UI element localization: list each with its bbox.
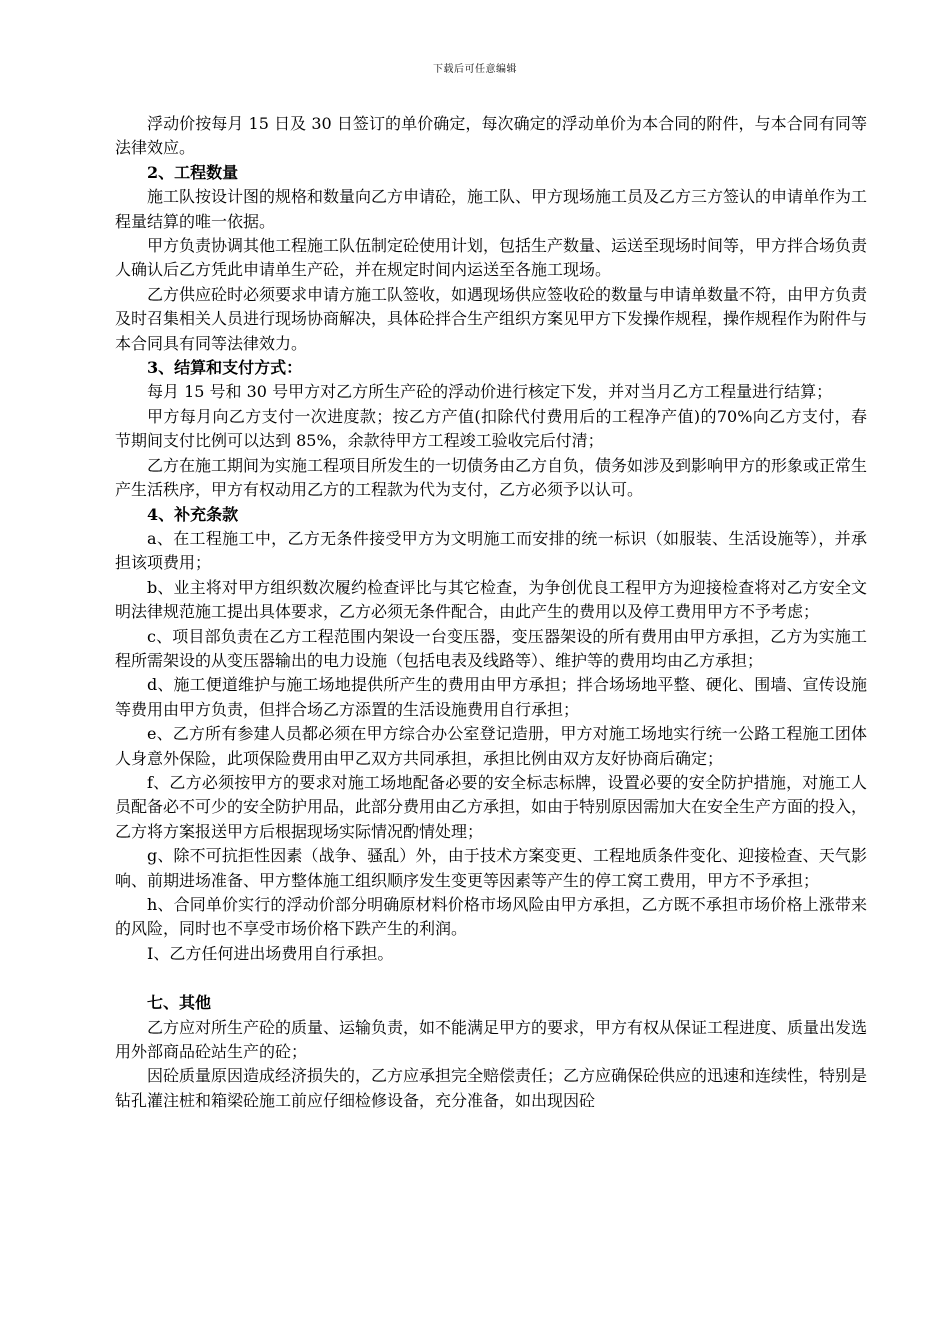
paragraph: d、施工便道维护与施工场地提供所产生的费用由甲方承担；拌合场场地平整、硬化、围墙、宣传设施等费用由甲方负责，但拌合场乙方添置的生活设施费用自行承担；	[115, 675, 867, 719]
paragraph: e、乙方所有参建人员都必须在甲方综合办公室登记造册，甲方对施工场地实行统一公路工程施工团体人身意外保险，此项保险费用由甲乙双方共同承担，承担比例由双方友好协商后确定；	[115, 724, 867, 768]
paragraph: 甲方每月向乙方支付一次进度款；按乙方产值(扣除代付费用后的工程净产值)的70%向乙方支付，春节期间支付比例可以达到 85%，余款待甲方工程竣工验收完后付清；	[115, 406, 867, 451]
paragraph: f、乙方必须按甲方的要求对施工场地配备必要的安全标志标牌，设置必要的安全防护措施，对施工人员配备必不可少的安全防护用品，此部分费用由乙方承担，如由于特别原因需加大在安全生产方面的投入，乙方将方案报送甲方后根据现场实际情况酌情处理；	[115, 772, 868, 841]
section-heading: 2、工程数量	[147, 162, 239, 182]
paragraph: h、合同单价实行的浮动价部分明确原材料价格市场风险由甲方承担，乙方既不承担市场价格上涨带来的风险，同时也不享受市场价格下跌产生的利润。	[115, 895, 867, 939]
paragraph: a、在工程施工中，乙方无条件接受甲方为文明施工而安排的统一标识（如服装、生活设施等），并承担该项费用；	[115, 528, 867, 573]
paragraph: g、除不可抗拒性因素（战争、骚乱）外，由于技术方案变更、工程地质条件变化、迎接检查、天气影响、前期进场准备、甲方整体施工组织顺序发生变更等因素等产生的停工窝工费用，甲方不予承担；	[115, 846, 867, 890]
paragraph: 施工队按设计图的规格和数量向乙方申请砼，施工队、甲方现场施工员及乙方三方签认的申请单作为工程量结算的唯一依据。	[115, 187, 868, 231]
section-spacer	[115, 966, 867, 991]
paragraph: 甲方负责协调其他工程施工队伍制定砼使用计划，包括生产数量、运送至现场时间等，甲方拌合场负责人确认后乙方凭此申请单生产砼，并在规定时间内运送至各施工现场。	[115, 236, 868, 280]
paragraph: 浮动价按每月 15 日及 30 日签订的单价确定，每次确定的浮动单价为本合同的附件，与本合同有同等法律效应。	[115, 114, 867, 158]
section-heading: 七、其他	[147, 993, 212, 1013]
paragraph: b、业主将对甲方组织数次履约检查评比与其它检查，为争创优良工程甲方为迎接检查将对乙方安全文明法律规范施工提出具体要求，乙方必须无条件配合，由此产生的费用以及停工费用甲方不予考虑；	[115, 577, 867, 622]
paragraph: 每月 15 号和 30 号甲方对乙方所生产砼的浮动价进行核定下发，并对当月乙方工程量进行结算；	[147, 382, 833, 402]
section-heading: 4、补充条款	[147, 504, 239, 524]
paragraph: 乙方在施工期间为实施工程项目所发生的一切债务由乙方自负，债务如涉及到影响甲方的形象或正常生产生活秩序，甲方有权动用乙方的工程款为代为支付，乙方必须予以认可。	[115, 455, 868, 500]
document-body	[115, 112, 867, 1113]
paragraph: 乙方应对所生产砼的质量、运输负责，如不能满足甲方的要求，甲方有权从保证工程进度、质量出发选用外部商品砼站生产的砼；	[115, 1017, 868, 1062]
paragraph: c、项目部负责在乙方工程范围内架设一台变压器，变压器架设的所有费用由甲方承担，乙方为实施工程所需架设的从变压器输出的电力设施（包括电表及线路等）、维护等的费用均由乙方承担；	[115, 626, 867, 670]
paragraph: 乙方供应砼时必须要求申请方施工队签收，如遇现场供应签收砼的数量与申请单数量不符，由甲方负责及时召集相关人员进行现场协商解决，具体砼拌合生产组织方案见甲方下发操作规程，操作规程作为附件与本合同具有同等法律效力。	[115, 284, 868, 353]
page-header: 下载后可任意编辑	[433, 64, 517, 75]
section-heading: 3、结算和支付方式：	[147, 358, 303, 378]
paragraph: I、乙方任何进出场费用自行承担。	[147, 943, 394, 963]
paragraph: 因砼质量原因造成经济损失的，乙方应承担完全赔偿责任；乙方应确保砼供应的迅速和连续性，特别是钻孔灌注桩和箱梁砼施工前应仔细检修设备，充分准备，如出现因砼	[115, 1066, 868, 1110]
